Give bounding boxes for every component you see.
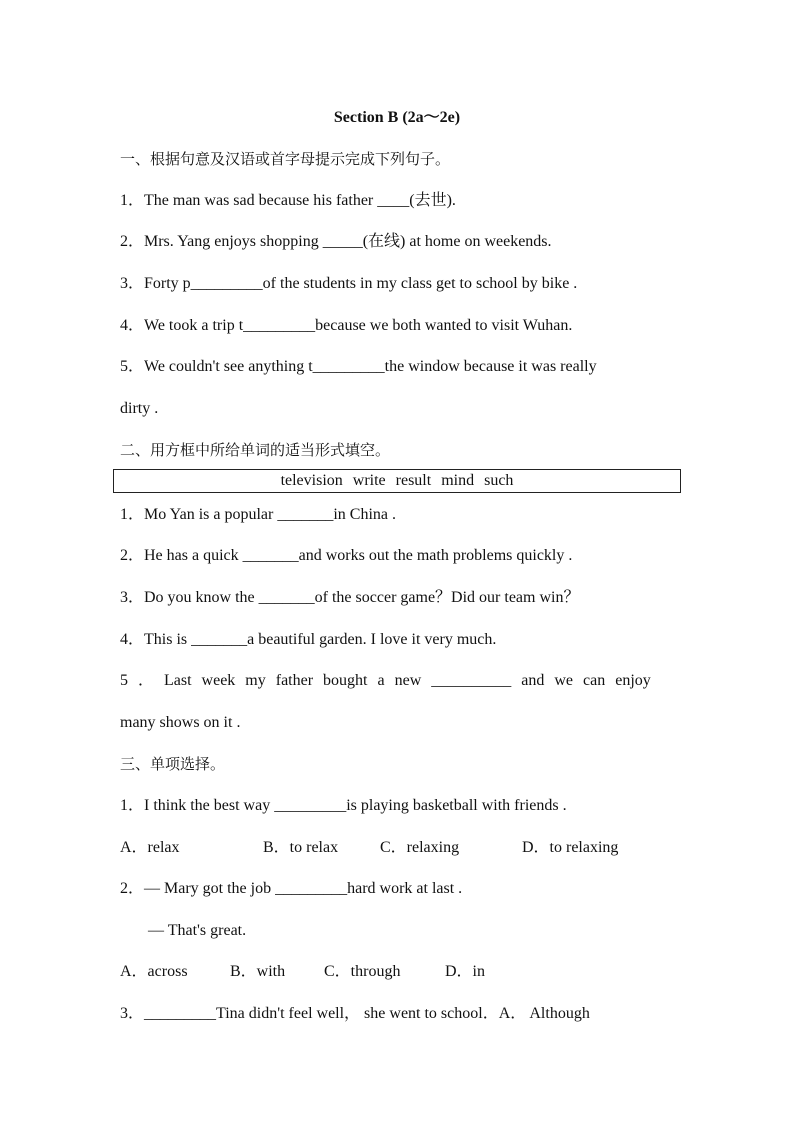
part3-question-2: 2．— Mary got the job _________hard work at last .	[120, 880, 463, 897]
q2-option-a: A．across	[120, 963, 188, 980]
part2-question-5-text: 5 ． Last week my father bought a new __________ and we can enjoy	[120, 672, 651, 689]
part1-question-3: 3．Forty p_________of the students in my class get to school by bike .	[120, 275, 578, 292]
q2-option-c: C．through	[324, 963, 401, 980]
part3-heading: 三、单项选择。	[120, 755, 226, 773]
part3-question-3: 3．_________Tina didn't feel well， she went to school．A． Although	[120, 1005, 590, 1022]
part1-question-4: 4．We took a trip t_________because we both wanted to visit Wuhan.	[120, 317, 573, 334]
part1-question-5: 5．We couldn't see anything t_________the window because it was really	[120, 358, 597, 375]
part2-question-1: 1．Mo Yan is a popular _______in China .	[120, 506, 397, 523]
word-bank-box: television write result mind such	[113, 469, 681, 493]
part3-question-1: 1．I think the best way _________is playing basketball with friends .	[120, 797, 567, 814]
q2-option-d: D．in	[445, 963, 486, 980]
part2-question-3: 3．Do you know the _______of the soccer game？Did our team win？	[120, 589, 580, 606]
part2-question-2: 2．He has a quick _______and works out the math problems quickly .	[120, 547, 573, 564]
q2-option-b: B．with	[230, 963, 286, 980]
part1-heading: 一、根据句意及汉语或首字母提示完成下列句子。	[120, 150, 451, 168]
q1-option-c: C．relaxing	[380, 839, 460, 856]
part2-question-4: 4．This is _______a beautiful garden. I love it very much.	[120, 631, 497, 648]
part2-question-5-cont: many shows on it .	[120, 714, 241, 731]
q1-option-a: A．relax	[120, 839, 180, 856]
part3-question-2-reply: — That's great.	[148, 922, 247, 939]
part1-question-5-cont: dirty .	[120, 400, 159, 417]
section-title: Section B (2a～2e)	[333, 109, 461, 126]
q1-option-d: D．to relaxing	[522, 839, 619, 856]
q1-option-b: B．to relax	[263, 839, 339, 856]
part2-question-5	[120, 671, 672, 691]
part1-question-2: 2．Mrs. Yang enjoys shopping _____(在线) at home on weekends.	[120, 233, 552, 250]
part2-heading: 二、用方框中所给单词的适当形式填空。	[120, 441, 391, 459]
part1-question-1: 1．The man was sad because his father ____(去世).	[120, 192, 456, 209]
